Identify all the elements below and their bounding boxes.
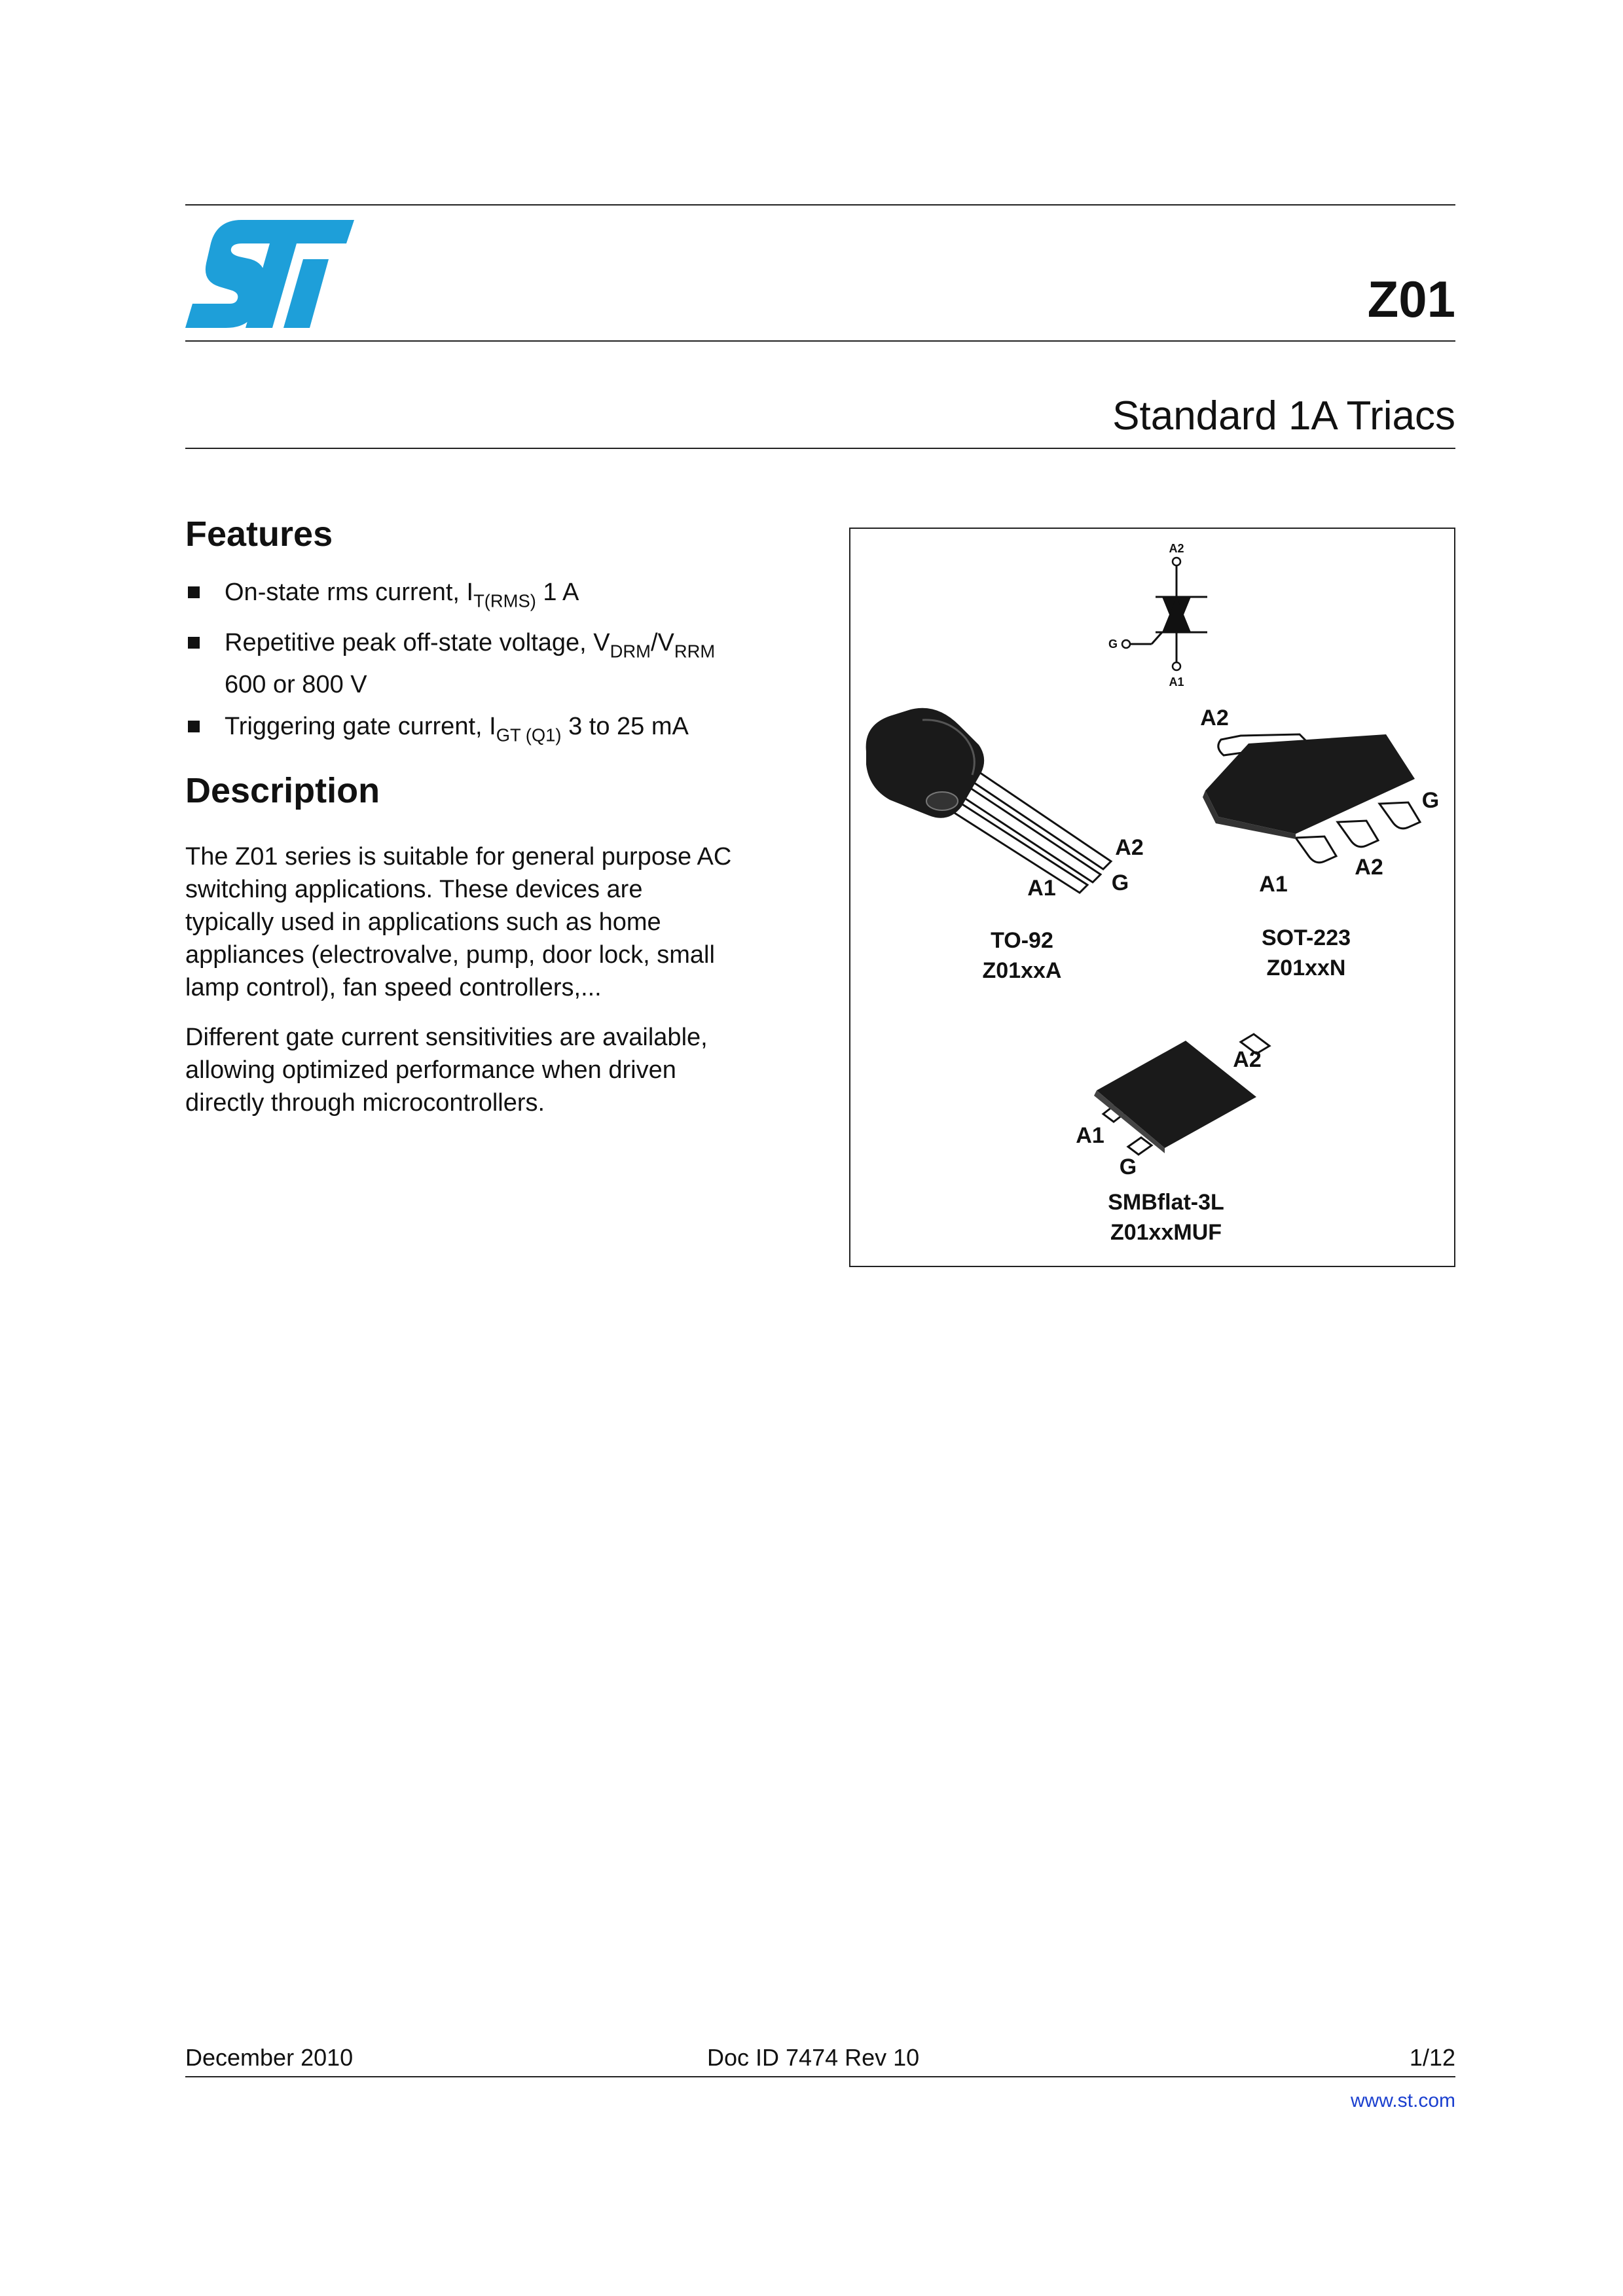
footer-rule bbox=[185, 2076, 1455, 2077]
bullet-square-icon bbox=[188, 637, 200, 649]
st-logo bbox=[185, 220, 354, 328]
to92-name-label: TO-92 bbox=[991, 928, 1053, 953]
list-item: Repetitive peak off-state voltage, $V_{DRM}/V_{RRM}$ 600 or 800 V bbox=[185, 626, 814, 700]
to92-pin-a2-label: A2 bbox=[1115, 835, 1144, 860]
sot223-code-label: Z01xxN bbox=[1266, 956, 1346, 980]
to92-code-label: Z01xxA bbox=[982, 958, 1062, 983]
page-subtitle: Standard 1A Triacs bbox=[1112, 393, 1455, 439]
title-rule bbox=[185, 340, 1455, 342]
features-heading: Features bbox=[185, 514, 333, 554]
part-number: Z01 bbox=[1367, 270, 1455, 328]
smbflat-pin-a1-label: A1 bbox=[1076, 1123, 1104, 1148]
website-link[interactable]: www.st.com bbox=[1350, 2090, 1455, 2111]
smbflat-name-label: SMBflat-3L bbox=[1108, 1190, 1224, 1215]
symbol-pin-g-label: G bbox=[1108, 637, 1118, 651]
footer-page-number: 1/12 bbox=[1409, 2044, 1455, 2071]
package-diagram bbox=[849, 528, 1455, 1267]
bullet-square-icon bbox=[188, 721, 200, 732]
symbol-pin-a1-label: A1 bbox=[1169, 675, 1184, 689]
sot223-pin-a1-label: A1 bbox=[1259, 872, 1288, 897]
subtitle-rule bbox=[185, 448, 1455, 449]
description-heading: Description bbox=[185, 771, 380, 810]
sot223-package-icon bbox=[1203, 734, 1420, 863]
footer-doc-id: Doc ID 7474 Rev 10 bbox=[707, 2044, 920, 2071]
footer-date: December 2010 bbox=[185, 2044, 354, 2071]
sot223-pin-a2-label: A2 bbox=[1355, 855, 1383, 880]
st-logo-icon bbox=[185, 220, 354, 328]
package-drawings bbox=[850, 529, 1454, 1266]
top-rule bbox=[185, 204, 1455, 206]
smbflat-pin-g-label: G bbox=[1119, 1155, 1137, 1179]
features-list bbox=[185, 576, 814, 761]
list-item: On-state rms current, $I_{T(RMS)}$ 1 A bbox=[185, 576, 814, 617]
smbflat-code-label: Z01xxMUF bbox=[1110, 1220, 1222, 1245]
list-item: Triggering gate current, $I_{GT (Q1)}$ 3 to 25 mA bbox=[185, 710, 814, 751]
sot223-pin-g-label: G bbox=[1421, 788, 1440, 813]
sot223-pin-a2-top-label: A2 bbox=[1200, 706, 1229, 730]
smbflat-pin-a2-label: A2 bbox=[1233, 1047, 1262, 1072]
symbol-pin-a2-label: A2 bbox=[1169, 542, 1184, 555]
to92-pin-a1-label: A1 bbox=[1027, 876, 1056, 901]
description-paragraph-1: The Z01 series is suitable for general purpose AC switching applications. These devices are typically used in applications such as home appliances (electrovalve, pump, door lock, small lamp control), fan speed controllers,... bbox=[185, 843, 732, 1001]
triac-symbol-icon bbox=[1108, 542, 1207, 689]
bullet-square-icon bbox=[188, 586, 200, 598]
to92-pin-g-label: G bbox=[1111, 870, 1129, 895]
to92-package-icon bbox=[866, 708, 1111, 893]
description-paragraph-2: Different gate current sensitivities are available, allowing optimized performance when driven directly through microcontrollers. bbox=[185, 1024, 708, 1117]
sot223-name-label: SOT-223 bbox=[1261, 925, 1351, 950]
